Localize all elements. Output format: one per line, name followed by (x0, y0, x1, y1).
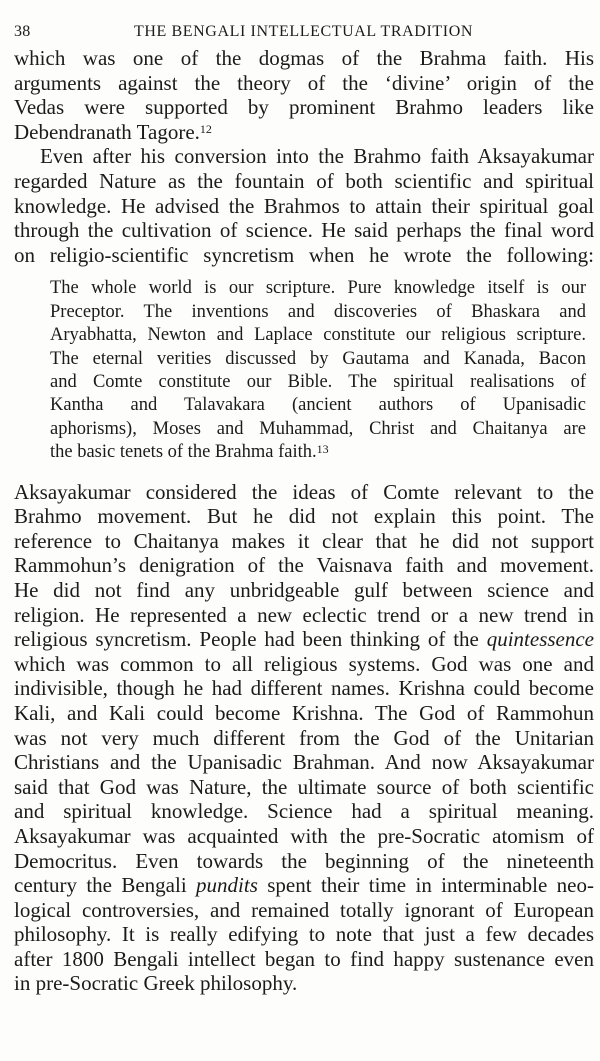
text-line: arguments against the theory of the ‘divine’ origin of the (14, 70, 594, 95)
text-line: Brahmo movement. But he did not explain this point. The (14, 504, 594, 529)
text-line: knowledge. He advised the Brahmos to attain their spiritual goal (14, 193, 594, 218)
text-line: logical controversies, and remained totally ignorant of European (14, 897, 594, 922)
text-line: regarded Nature as the fountain of both scientific and spiritual (14, 168, 594, 193)
text-line: through the cultivation of science. He said perhaps the final word (14, 218, 594, 243)
text-line: Christians and the Upanisadic Brahman. And now Aksayakumar (14, 750, 594, 775)
text-line: indivisible, though he had different names. Krishna could become (14, 676, 594, 701)
text-line (14, 120, 594, 145)
text-line: philosophy. It is really edifying to note that just a few decades (14, 922, 594, 947)
text-line: Aksayakumar was acquainted with the pre-Socratic atomism of (14, 823, 594, 848)
text-segment: the basic tenets of the Brahma faith. (50, 442, 317, 463)
italic-term: quintessence (486, 627, 594, 652)
text-line: Even after his conversion into the Brahmo faith Aksayakumar (40, 144, 594, 169)
text-segment: religious syncretism. People had been thinking of the (14, 627, 487, 652)
quote-line (50, 441, 586, 464)
page-header (14, 20, 586, 44)
text-line: in pre-Socratic Greek philosophy. (14, 971, 298, 996)
text-line: and spiritual knowledge. Science had a spiritual meaning. (14, 799, 594, 824)
block-quote (50, 277, 586, 464)
text-line (14, 873, 594, 898)
text-segment: century the Bengali (14, 873, 197, 898)
quote-line: and Comte constitute our Bible. The spiritual realisations of (50, 371, 586, 392)
text-line: He did not find any unbridgeable gulf between science and (14, 577, 594, 602)
italic-term: pundits (196, 873, 258, 898)
text-line: which was one of the dogmas of the Brahma faith. His (14, 46, 594, 70)
text-line: was not very much different from the God of the Unitarian (14, 725, 594, 750)
quote-line: Aryabhatta, Newton and Laplace constitute our religious scripture. (50, 325, 586, 346)
text-line: Aksayakumar considered the ideas of Comte relevant to the (14, 479, 594, 504)
text-line: religion. He represented a new eclectic trend or a new trend in (14, 602, 594, 627)
quote-line: aphorisms), Moses and Muhammad, Christ and Chaitanya are (50, 418, 586, 439)
text-line: Kali, and Kali could become Krishna. The God of Rammohun (14, 700, 594, 725)
page-body (14, 46, 594, 996)
text-line: which was common to all religious systems. God was one and (14, 651, 594, 676)
quote-line: Kantha and Talavakara (ancient authors of Upanisadic (50, 395, 586, 416)
text-line: reference to Chaitanya makes it clear that he did not support (14, 528, 594, 553)
page-number: 38 (14, 23, 31, 40)
text-line: after 1800 Bengali intellect began to find happy sustenance even (14, 946, 594, 971)
paragraph-2 (14, 144, 594, 267)
quote-line: Preceptor. The inventions and discoveries of Bhaskara and (50, 301, 586, 322)
text-segment: spent their time in interminable neo- (257, 873, 594, 898)
text-line (14, 627, 594, 652)
paragraph-1 (14, 46, 594, 144)
paragraph-3 (14, 480, 594, 996)
footnote-ref-12: 12 (199, 121, 212, 136)
quote-line: The eternal verities discussed by Gautama and Kanada, Bacon (50, 348, 586, 369)
footnote-ref-13: 13 (316, 442, 329, 457)
text-line: Rammohun’s denigration of the Vaisnava faith and movement. (14, 553, 594, 578)
text-segment: Debendranath Tagore. (14, 119, 200, 144)
running-head: THE BENGALI INTELLECTUAL TRADITION (134, 23, 474, 40)
text-line: Vedas were supported by prominent Brahmo leaders like (14, 95, 594, 120)
text-line: on religio-scientific syncretism when he wrote the following: (14, 242, 594, 267)
quote-line: The whole world is our scripture. Pure knowledge itself is our (50, 278, 586, 299)
text-line: said that God was Nature, the ultimate source of both scientific (14, 774, 594, 799)
text-line: Democritus. Even towards the beginning of the nineteenth (14, 848, 594, 873)
